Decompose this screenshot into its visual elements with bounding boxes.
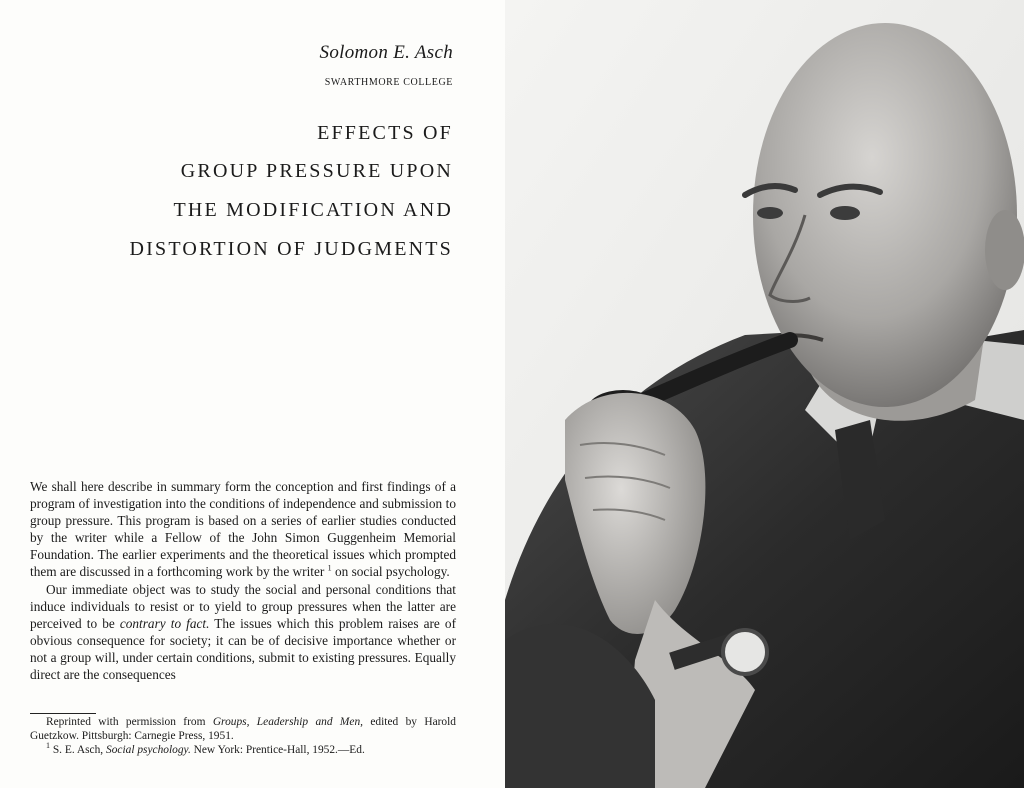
article-title-line-3: THE MODIFICATION AND (173, 199, 453, 221)
footnote-1: $^1$ S. E. Asch, Social psychology. New York: Prentice-Hall, 1952.—Ed. (46, 740, 365, 756)
body-paragraph-1: We shall here describe in summary form the conception and first findings of a program of investigation into the conditions of independence and submission to group pressure. This program is based on a series of earlier studies conducted by the writer while a Fellow of the John Simon Guggenheim Memorial Foundation. The earlier experiments and the theoretical issues which prompted them are discussed in a forthcoming work by the writer $^1$ on social psychology. (30, 479, 456, 580)
body-paragraph-2: Our immediate object was to study the social and personal conditions that induce individuals to resist or to yield to group pressures when the latter are perceived to be contrary to fact. The issues which this problem raises are of obvious consequence for society; it can be of decisive importance whether or not a group will, under certain conditions, submit to existing pressures. Equally direct are the consequences (30, 581, 457, 683)
footnote-divider (30, 713, 96, 714)
article-title-line-4: DISTORTION OF JUDGMENTS (129, 238, 453, 260)
article-body (30, 478, 456, 683)
text-page (0, 0, 505, 788)
author-portrait-photo (505, 0, 1024, 788)
footnotes (30, 716, 456, 757)
author-affiliation: SWARTHMORE COLLEGE (324, 77, 453, 88)
article-title-line-1: EFFECTS OF (317, 122, 453, 144)
footnote-marker: 1 (327, 564, 332, 574)
article-title-line-2: GROUP PRESSURE UPON (180, 160, 453, 182)
reprint-note: Reprinted with permission from Groups, Leadership and Men, edited by Harold Guetzkow. Pittsburgh: Carnegie Press, 1951. (30, 716, 456, 742)
author-name: Solomon E. Asch (319, 42, 453, 63)
